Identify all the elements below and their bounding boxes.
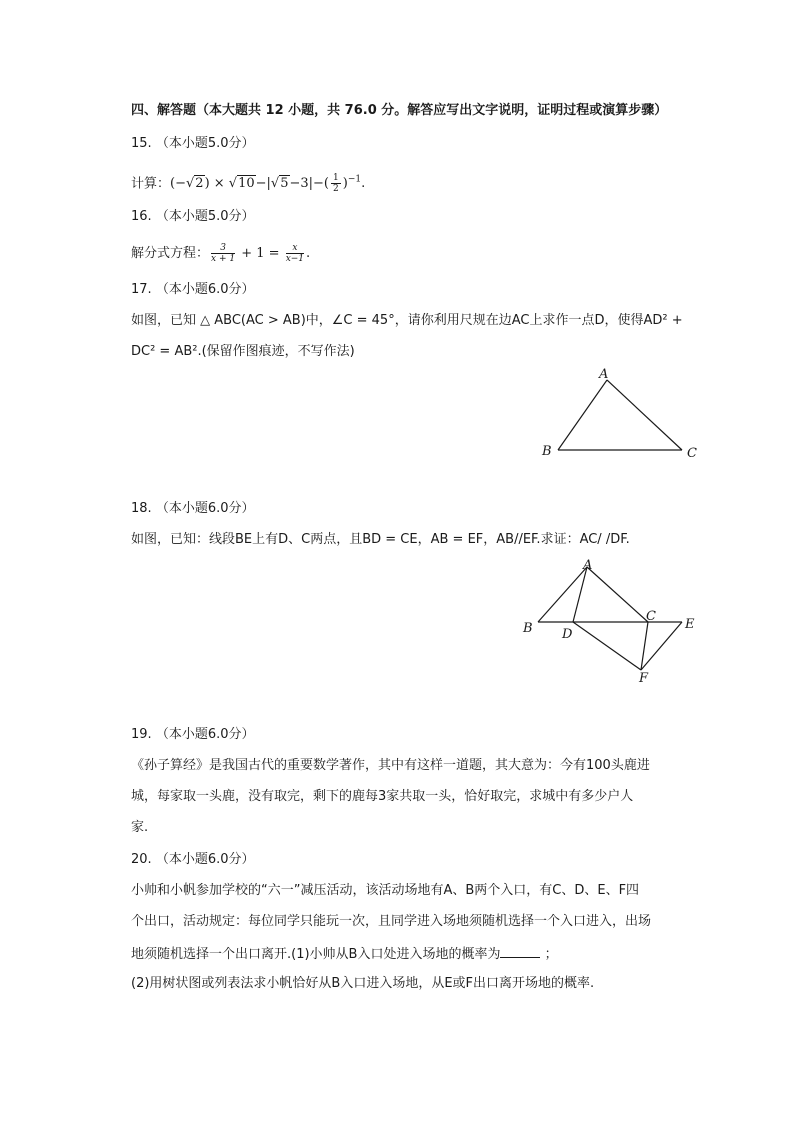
problem-20-heading: [131, 850, 255, 870]
problem-score: （本小题5.0分）: [155, 209, 255, 224]
fraction: $\frac{3}{x + 1}$: [211, 243, 236, 264]
problem-19-heading: [131, 725, 255, 745]
label-f: F: [639, 671, 649, 686]
problem-15-heading: [131, 134, 255, 154]
segment-ab: [558, 380, 607, 450]
section-header: 四、解答题（本大题共 12 小题，共 76.0 分。解答应写出文字说明，证明过程或演算步骤）: [131, 103, 668, 118]
problem-score: （本小题6.0分）: [155, 727, 255, 742]
problem-prefix: 解分式方程：: [131, 246, 210, 261]
label-e: E: [685, 617, 695, 632]
problem-number: 19.: [131, 727, 152, 742]
segment-ac: [587, 567, 648, 622]
problem-number: 18.: [131, 501, 152, 516]
problem-16-heading: [131, 207, 255, 227]
fraction: $\frac{1}{2}$: [333, 173, 339, 195]
problem-19-line-3: 家.: [131, 820, 149, 835]
problem-18-line-1: 如图，已知：线段BE上有D、C两点，且BD = CE，AB = EF，AB//EF.求证：AC/ /DF.: [131, 532, 630, 547]
label-c: C: [646, 609, 656, 624]
problem-18-heading: [131, 499, 255, 519]
problem-score: （本小题6.0分）: [155, 501, 255, 516]
problem-score: （本小题6.0分）: [155, 282, 255, 297]
problem-20-line-3: 地须随机选择一个出口离开.(1)小帅从B入口处进入场地的概率为 ；: [131, 943, 558, 965]
segment-df: [573, 622, 641, 670]
problem-17-line-1: 如图，已知 △ ABC(AC > AB)中，∠C = 45°，请你利用尺规在边AC上求作一点D，使得AD² +: [131, 313, 683, 328]
problem-20-line-2: 个出口，活动规定：每位同学只能玩一次，且同学进入场地须随机选择一个入口进入，出场: [131, 914, 652, 929]
problem-20-line-1: 小帅和小帆参加学校的“六一”减压活动，该活动场地有A、B两个入口，有C、D、E、F四: [131, 883, 640, 898]
label-d: D: [562, 627, 573, 642]
segment-be-figure: [520, 555, 710, 685]
problem-17-heading: [131, 280, 255, 300]
label-b: B: [542, 444, 552, 459]
problem-number: 16.: [131, 209, 152, 224]
problem-16-body: [131, 243, 310, 264]
problem-number: 20.: [131, 852, 152, 867]
problem-19-line-2: 城，每家取一头鹿，没有取完，剩下的鹿每3家共取一头，恰好取完，求城中有多少户人: [131, 789, 634, 804]
problem-17-line-2: DC² = AB².(保留作图痕迹，不写作法): [131, 344, 355, 359]
answer-blank[interactable]: [500, 943, 540, 958]
problem-prefix: 计算：: [131, 176, 171, 192]
label-a: A: [583, 558, 593, 573]
fraction: $\frac{x}{x-1}$: [285, 243, 305, 264]
label-a: A: [599, 367, 609, 382]
segment-ac: [607, 380, 682, 450]
triangle-abc-figure: [530, 365, 710, 465]
problem-19-line-1: 《孙子算经》是我国古代的重要数学著作，其中有这样一道题，其大意为：今有100头鹿进: [131, 758, 650, 773]
label-b: B: [523, 621, 533, 636]
math-expression: (−√2) × √10−|√5−3|−( $\frac{1}{2}$ )$^{-1}$.: [170, 173, 366, 195]
label-c: C: [687, 446, 697, 461]
problem-score: （本小题6.0分）: [155, 852, 255, 867]
problem-score: （本小题5.0分）: [155, 136, 255, 151]
problem-15-body: [131, 170, 365, 194]
problem-20-line-4: (2)用树状图或列表法求小帆恰好从B入口进入场地，从E或F出口离开场地的概率.: [131, 976, 595, 991]
problem-number: 15.: [131, 136, 152, 151]
math-expression: $\frac{3}{x + 1}$ + 1 = $\frac{x}{x-1}$ .: [211, 243, 311, 264]
problem-number: 17.: [131, 282, 152, 297]
